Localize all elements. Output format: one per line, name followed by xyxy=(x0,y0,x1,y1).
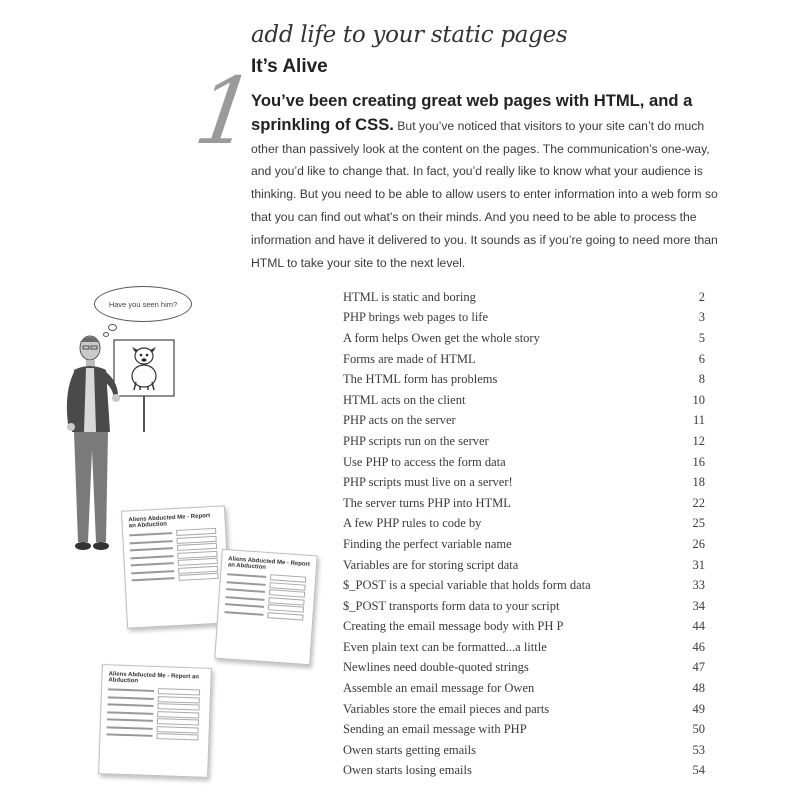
toc-entry[interactable] xyxy=(343,617,705,638)
toc-entry-label: Variables are for storing script data xyxy=(343,557,519,572)
toc-entry[interactable] xyxy=(343,596,705,617)
toc-entry-label: Sending an email message with PHP xyxy=(343,722,527,737)
toc-entry[interactable] xyxy=(343,287,705,308)
toc-entry-page: 5 xyxy=(698,330,705,345)
toc-entry-page: 33 xyxy=(692,578,705,593)
intro-body: But you’ve noticed that visitors to your site can’t do much other than passively look at the content on the pages. The communication’s one-way, and you’d like to change that. In fact, you’d really like to know what your audience is thinking. But you need to be able to allow users to enter information into a web form so that you can find out what’s on their minds. And you need to be able to process the information and have it delivered to you. It sounds as if you’re going to need more than HTML to take your site to the next level. xyxy=(251,118,718,270)
toc-entry-label: PHP acts on the server xyxy=(343,413,456,428)
toc-entry-label: Creating the email message body with PH P xyxy=(343,619,564,634)
chapter-title: It’s Alive xyxy=(251,56,328,77)
form-screenshot-title: Aliens Abducted Me - Report an Abduction xyxy=(108,671,200,685)
toc-entry-page: 10 xyxy=(692,392,705,407)
toc-entry-label: Assemble an email message for Owen xyxy=(343,681,535,696)
toc-entry-page: 2 xyxy=(698,289,705,304)
toc-entry[interactable] xyxy=(343,411,705,432)
toc-entry[interactable] xyxy=(343,637,705,658)
form-screenshot xyxy=(214,549,317,665)
toc-entry-page: 8 xyxy=(698,372,705,387)
toc-entry[interactable] xyxy=(343,452,705,473)
toc-entry-page: 3 xyxy=(698,310,705,325)
toc-entry-label: Even plain text can be formatted...a little xyxy=(343,639,547,654)
toc-entry-page: 11 xyxy=(692,413,705,428)
toc-entry[interactable] xyxy=(343,678,705,699)
bubble-dot xyxy=(108,324,117,331)
toc-entry[interactable] xyxy=(343,575,705,596)
toc-entry-label: Owen starts losing emails xyxy=(343,763,472,778)
toc-entry-page: 46 xyxy=(692,639,705,654)
toc-entry-page: 48 xyxy=(692,681,705,696)
form-screenshot xyxy=(121,505,231,628)
toc-entry-page: 26 xyxy=(692,536,705,551)
illustration xyxy=(50,282,310,792)
toc-entry-label: Owen starts getting emails xyxy=(343,742,476,757)
toc-entry[interactable] xyxy=(343,761,705,782)
form-screenshot-title: Aliens Abducted Me - Report an Abduction xyxy=(227,556,311,571)
toc-entry-label: Finding the perfect variable name xyxy=(343,536,512,551)
toc-entry-label: $_POST transports form data to your script xyxy=(343,598,560,613)
toc-entry[interactable] xyxy=(343,740,705,761)
toc-entry[interactable] xyxy=(343,658,705,679)
thought-bubble xyxy=(94,286,192,322)
toc-entry-label: Forms are made of HTML xyxy=(343,351,476,366)
toc-entry-page: 34 xyxy=(692,598,705,613)
toc-entry-label: HTML acts on the client xyxy=(343,392,466,407)
toc-entry-label: Use PHP to access the form data xyxy=(343,454,506,469)
chapter-number: 1 xyxy=(188,58,263,165)
toc-entry[interactable] xyxy=(343,390,705,411)
toc-entry-page: 31 xyxy=(692,557,705,572)
toc-entry-page: 44 xyxy=(692,619,705,634)
table-of-contents xyxy=(343,287,705,781)
toc-entry-page: 47 xyxy=(692,660,705,675)
toc-entry[interactable] xyxy=(343,493,705,514)
toc-entry[interactable] xyxy=(343,472,705,493)
toc-entry-page: 54 xyxy=(692,763,705,778)
toc-entry[interactable] xyxy=(343,308,705,329)
toc-entry[interactable] xyxy=(343,431,705,452)
toc-entry[interactable] xyxy=(343,534,705,555)
toc-entry-label: HTML is static and boring xyxy=(343,289,476,304)
toc-entry-label: $_POST is a special variable that holds form data xyxy=(343,578,591,593)
toc-entry-label: Newlines need double-quoted strings xyxy=(343,660,529,675)
toc-entry-label: PHP brings web pages to life xyxy=(343,310,489,325)
toc-entry-page: 53 xyxy=(692,742,705,757)
toc-entry-page: 49 xyxy=(692,701,705,716)
toc-entry[interactable] xyxy=(343,719,705,740)
toc-entry-page: 16 xyxy=(692,454,705,469)
toc-entry-label: A form helps Owen get the whole story xyxy=(343,330,540,345)
toc-entry-label: PHP scripts run on the server xyxy=(343,433,489,448)
toc-entry[interactable] xyxy=(343,699,705,720)
toc-entry[interactable] xyxy=(343,328,705,349)
toc-entry-label: A few PHP rules to code by xyxy=(343,516,482,531)
form-screenshot xyxy=(98,664,212,778)
thought-bubble-text: Have you seen him? xyxy=(108,299,178,309)
toc-entry-page: 50 xyxy=(692,722,705,737)
intro-paragraph xyxy=(251,90,721,274)
toc-entry[interactable] xyxy=(343,555,705,576)
toc-entry-label: The HTML form has problems xyxy=(343,372,498,387)
intro-lead: You’ve been creating great web pages with HTML, and a sprinkling of CSS. xyxy=(251,91,693,134)
toc-entry-label: PHP scripts must live on a server! xyxy=(343,475,513,490)
chapter-subtitle: add life to your static pages xyxy=(251,22,568,48)
toc-entry[interactable] xyxy=(343,349,705,370)
toc-entry-page: 25 xyxy=(692,516,705,531)
toc-entry-label: The server turns PHP into HTML xyxy=(343,495,511,510)
toc-entry[interactable] xyxy=(343,369,705,390)
toc-entry-page: 18 xyxy=(692,475,705,490)
form-screenshot-title: Aliens Abducted Me - Report an Abduction xyxy=(128,513,211,530)
toc-entry-page: 6 xyxy=(698,351,705,366)
toc-entry[interactable] xyxy=(343,514,705,535)
toc-entry-page: 22 xyxy=(692,495,705,510)
toc-entry-page: 12 xyxy=(692,433,705,448)
toc-entry-label: Variables store the email pieces and parts xyxy=(343,701,550,716)
